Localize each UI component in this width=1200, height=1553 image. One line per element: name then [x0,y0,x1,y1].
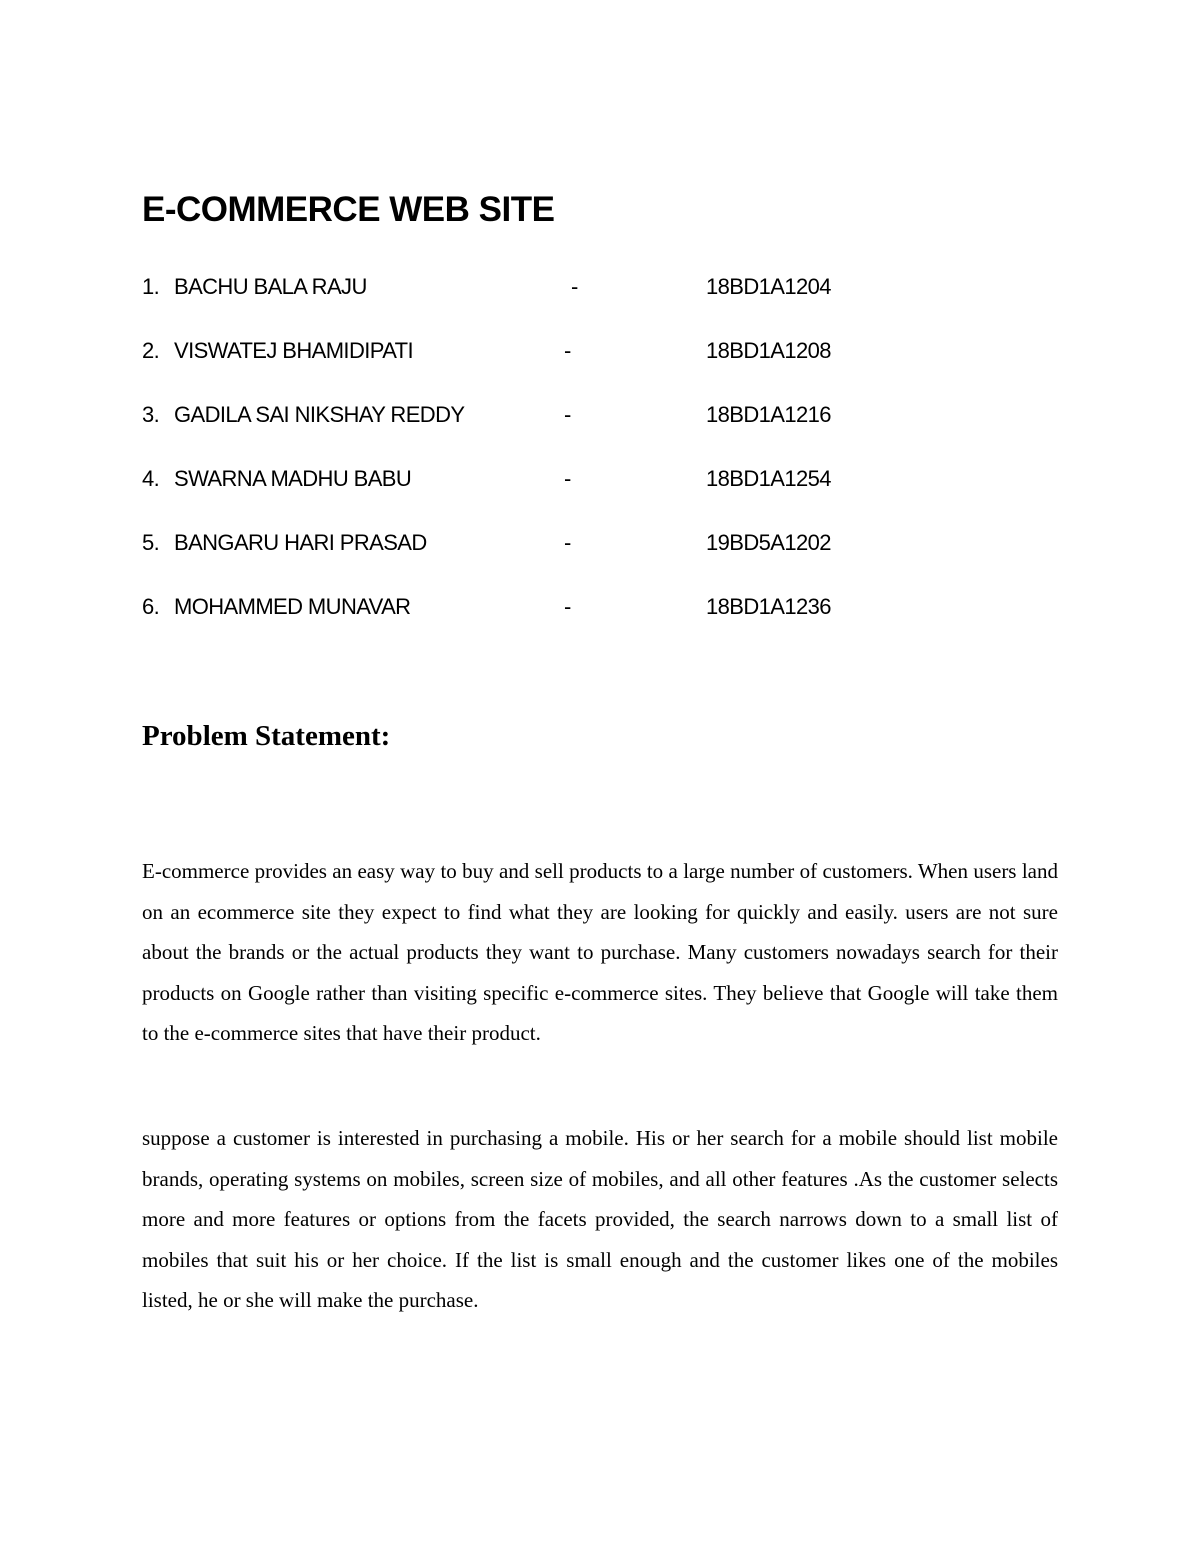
member-number: 4. [142,466,160,491]
member-separator: - [564,338,571,363]
paragraph: suppose a customer is interested in purchasing a mobile. His or her search for a mobile should list mobile brands, operating systems on mobiles, screen size of mobiles, and all other features .As the customer selects more and more features or options from the facets provided, the search narrows down to a small list of mobiles that suit his or her choice. If the list is small enough and the customer likes one of the mobiles listed, he or she will make the purchase. [142,1126,1058,1313]
paragraph: E-commerce provides an easy way to buy and sell products to a large number of customers. When users land on an ecommerce site they expect to find what they are looking for quickly and easily. users are not sure about the brands or the actual products they want to purchase. Many customers nowadays search for their products on Google rather than visiting specific e-commerce sites. They believe that Google will take them to the e-commerce sites that have their product. [142,859,1058,1046]
member-name: BANGARU HARI PRASAD [174,530,427,555]
member-name: VISWATEJ BHAMIDIPATI [174,338,413,363]
list-item [142,524,902,588]
member-roll-number: 18BD1A1204 [706,274,831,299]
member-separator: - [564,402,571,427]
member-separator: - [564,594,571,619]
section-heading: Problem Statement: [142,720,391,752]
member-separator: - [564,530,571,555]
member-number: 1. [142,274,160,299]
list-item [142,460,902,524]
member-name: MOHAMMED MUNAVAR [174,594,411,619]
document-title: E-COMMERCE WEB SITE [142,190,555,229]
member-name: SWARNA MADHU BABU [174,466,412,491]
member-roll-number: 18BD1A1254 [706,466,831,491]
member-name: GADILA SAI NIKSHAY REDDY [174,402,465,427]
member-number: 2. [142,338,160,363]
member-number: 5. [142,530,160,555]
member-separator: - [571,274,578,299]
member-number: 6. [142,594,160,619]
member-separator: - [564,466,571,491]
member-roll-number: 18BD1A1208 [706,338,831,363]
list-item [142,332,902,396]
list-item [142,588,902,652]
list-item [142,268,902,332]
member-number: 3. [142,402,160,427]
team-member-list [142,268,902,652]
member-name: BACHU BALA RAJU [174,274,367,299]
member-roll-number: 18BD1A1216 [706,402,831,427]
member-roll-number: 18BD1A1236 [706,594,831,619]
list-item [142,396,902,460]
member-roll-number: 19BD5A1202 [706,530,831,555]
